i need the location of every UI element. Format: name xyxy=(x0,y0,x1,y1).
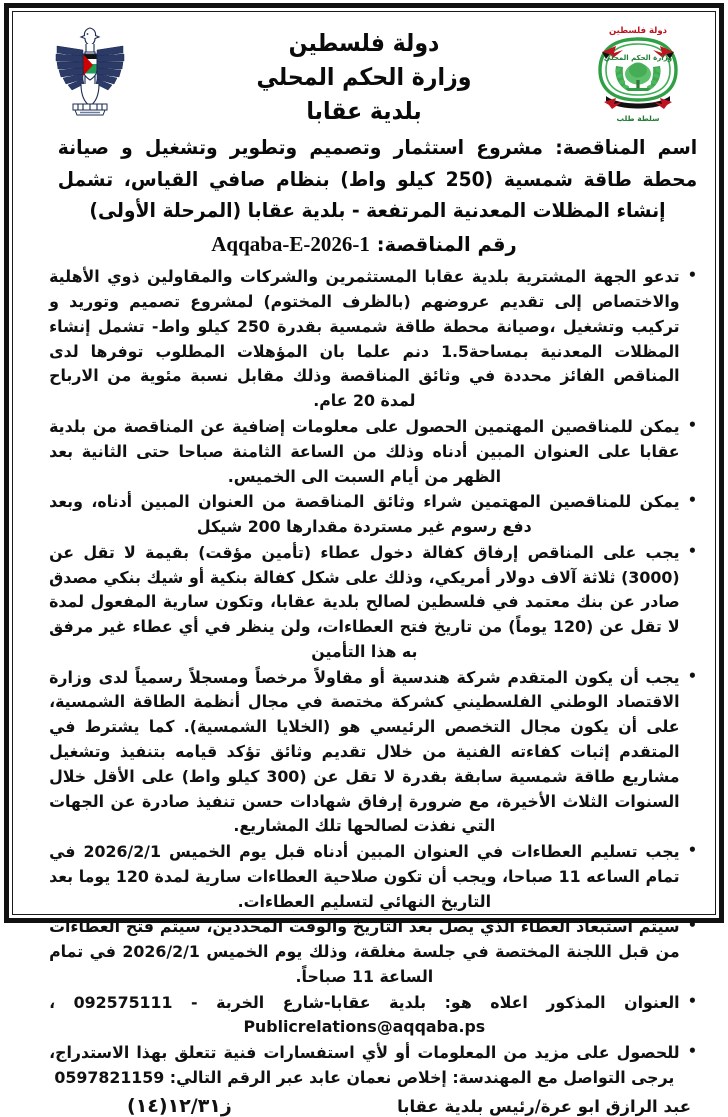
tender-number-value: Aqqaba-E-2026-1 xyxy=(211,231,370,256)
ministry-of-local-government-logo-icon xyxy=(580,22,696,126)
clause-late-bids-opening: • سيتم استبعاد العطاء الذي يصل بعد التاريخ والوقت المحددين، سيتم فتح العطاءات من قبل اللجنة المختصة في جلسة مغلقة، وذلك يوم الخميس 2026/2/1 في تمام الساعة 11 صباحاً. xyxy=(49,915,699,989)
clause-documents-fee: • يمكن للمناقصين المهتمين شراء وثائق المناقصة من العنوان المبين أدناه، وبعد دفع رسوم غير مستردة مقدارها 200 شيكل xyxy=(49,490,699,540)
tender-number-line xyxy=(27,227,701,263)
inner-border xyxy=(12,11,716,1117)
document-footer xyxy=(27,1093,701,1117)
document-reference: ز١٢/٣١(١٤) xyxy=(127,1094,232,1117)
svg-text:سلطة طلب: سلطة طلب xyxy=(616,114,660,123)
clause-address-contact: • العنوان المذكور اعلاه هو: بلدية عقابا-شارع الخربة - 092575111 ، Publicrelations@aqqaba.ps xyxy=(49,991,699,1041)
clause-qualification: • يجب أن يكون المتقدم شركة هندسية أو مقاولاً مرخصاً ومسجلاً رسمياً لدى وزارة الاقتصاد الوطني الفلسطيني كشركة مختصة في مجال أنظمة الطاقة الشمسية، على أن يكون مجال التخصص الرئيسي هو (الخلايا الشمسية). كما يشترط في المتقدم إثبات كفاءته الفنية من خلال تقديم وثائق تؤكد قيامه بتنفيذ وتشغيل مشاريع طاقة شمسية سابقة بقدرة لا تقل عن (300 كيلو واط) على الأقل خلال السنوات الثلاث الأخيرة، مع ضرورة إرفاق شهادات حسن تنفيذ صادرة عن الجهات التي نفذت لصالحها تلك المشاريع. xyxy=(49,666,699,839)
document-header xyxy=(27,18,701,130)
tender-number-label: رقم المناقصة: xyxy=(376,232,517,256)
clause-info: • يمكن للمناقصين المهتمين الحصول على معلومات إضافية عن المناقصة من بلدية عقابا على العنوان المبين أدناه وذلك من الساعة الثامنة صباحا حتى الثانية بعد الظهر من أيام السبت الى الخميس. xyxy=(49,415,699,489)
document-content xyxy=(13,12,715,1117)
right-logo-container xyxy=(27,18,153,122)
left-logo-container xyxy=(575,18,701,126)
header-title-ministry: وزارة الحكم المحلي xyxy=(256,63,472,92)
svg-text:وزارة الحكم المحلي: وزارة الحكم المحلي xyxy=(603,54,673,62)
tender-clauses-list xyxy=(27,265,701,1090)
header-title-state: دولة فلسطين xyxy=(288,29,440,57)
header-title-block xyxy=(153,18,575,128)
clause-bid-bond: • يجب على المناقص إرفاق كفالة دخول عطاء (تأمين مؤقت) بقيمة لا تقل عن (3000) ثلاثة آلاف دولار أمريكي، وذلك على شكل كفالة بنكية أو شيك بنكي مصدق صادر عن بنك معتمد في فلسطين لصالح بلدية عقابا، وتكون سارية المفعول لمدة لا تقل عن (120 يوماً) من تاريخ فتح العطاءات، ولن ينظر في أي عطاء غير مرفق به هذا التأمين xyxy=(49,541,699,665)
mayor-signature: عبد الرازق ابو عرة/رئيس بلدية عقابا xyxy=(397,1096,691,1116)
svg-text:دولة فلسطين: دولة فلسطين xyxy=(608,26,668,36)
clause-engineer-contact: • للحصول على مزيد من المعلومات أو لأي استفسارات فنية تتعلق بهذا الاستدراج، يرجى التواصل مع المهندسة: إخلاص نعمان عابد عبر الرقم التالي: 0597821159 xyxy=(49,1041,699,1091)
clause-submission-deadline: • يجب تسليم العطاءات في العنوان المبين أدناه قبل يوم الخميس 2026/2/1 في تمام الساعه 11 صباحا، ويجب أن تكون صلاحية العطاءات سارية لمدة 120 يوما بعد التاريخ النهائي لتسليم العطاءات. xyxy=(49,840,699,914)
header-title-municipality: بلدية عقابا xyxy=(306,97,422,126)
tender-name: اسم المناقصة: مشروع استثمار وتصميم وتطوير وتشغيل و صيانة محطة طاقة شمسية (250 كيلو واط) بنظام صافي القياس، تشمل إنشاء المظلات المعدنية المرتفعة - بلدية عقابا (المرحلة الأولى) xyxy=(57,136,698,223)
palestine-coat-of-arms-eagle-icon xyxy=(47,22,133,122)
clause-invitation: • تدعو الجهة المشترية بلدية عقابا المستثمرين والشركات والمقاولين ذوي الأهلية والاختصاص إلى تقديم عروضهم (بالظرف المختوم) لمشروع تصميم وتوريد و تركيب وتشغيل ،وصيانة محطة طاقة شمسية بقدرة 250 كيلو واط- تشمل إنشاء المظلات المعدنية بمساحة1.5 دنم علما بان المؤهلات المطلوب توفرها لدى المناقص الفائز محددة في وثائق المناقصة وذلك مقابل نسبة مئوية من الارباح لمدة 20 عام. xyxy=(49,265,699,414)
